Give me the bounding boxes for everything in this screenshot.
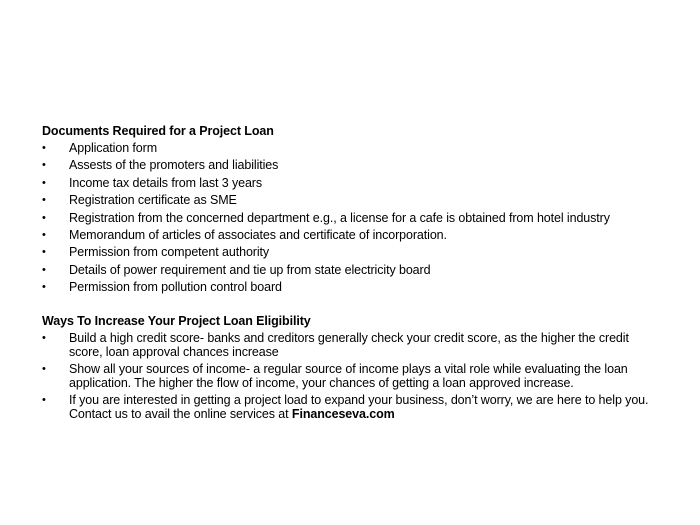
bullet-icon: • [42, 211, 46, 224]
list-item [42, 362, 662, 390]
eligibility-list [42, 331, 662, 422]
brand-name: Financeseva.com [291, 407, 395, 422]
list-item-text: Show all your sources of income- a regular source of income plays a vital role while evaluating the loan application. The higher the flow of income, your chances of getting a loan approved increase. [69, 361, 628, 390]
section-spacer [42, 298, 662, 314]
bullet-icon: • [42, 362, 46, 375]
list-item [42, 141, 662, 155]
list-item-text: Registration certificate as SME [69, 193, 237, 208]
eligibility-heading: Ways To Increase Your Project Loan Eligibility [42, 313, 311, 328]
list-item [42, 280, 662, 294]
bullet-icon: • [42, 394, 46, 407]
bullet-icon: • [42, 331, 46, 344]
list-item-text: If you are interested in getting a project load to expand your business, don’t worry, we are here to help you. Contact us to avail the online services at [69, 393, 649, 422]
list-item [42, 176, 662, 190]
list-item-text: Details of power requirement and tie up from state electricity board [69, 262, 431, 277]
bullet-icon: • [42, 194, 46, 207]
list-item-text: Application form [69, 141, 158, 155]
bullet-icon: • [42, 263, 46, 276]
bullet-icon: • [42, 142, 46, 154]
list-item [42, 158, 662, 172]
list-item-text: Income tax details from last 3 years [69, 175, 263, 190]
list-item [42, 263, 662, 277]
documents-list [42, 141, 662, 294]
bullet-icon: • [42, 159, 46, 172]
list-item [42, 331, 662, 359]
bullet-icon: • [42, 281, 46, 294]
list-item-text: Build a high credit score- banks and creditors generally check your credit score, as the higher the credit score, loan approval chances increase [69, 330, 629, 359]
slide-content [42, 124, 662, 425]
list-item-text: Permission from competent authority [69, 245, 270, 260]
list-item [42, 245, 662, 259]
bullet-icon: • [42, 176, 46, 189]
bullet-icon: • [42, 246, 46, 259]
list-item [42, 228, 662, 242]
bullet-icon: • [42, 228, 46, 241]
list-item-text: Registration from the concerned department e.g., a license for a cafe is obtained from hotel industry [69, 210, 610, 225]
list-item-text: Permission from pollution control board [69, 280, 282, 295]
list-item [42, 193, 662, 207]
documents-heading: Documents Required for a Project Loan [42, 124, 274, 138]
list-item [42, 393, 662, 421]
list-item [42, 211, 662, 225]
list-item-text: Assests of the promoters and liabilities [69, 158, 279, 173]
list-item-text: Memorandum of articles of associates and certificate of incorporation. [69, 227, 447, 242]
